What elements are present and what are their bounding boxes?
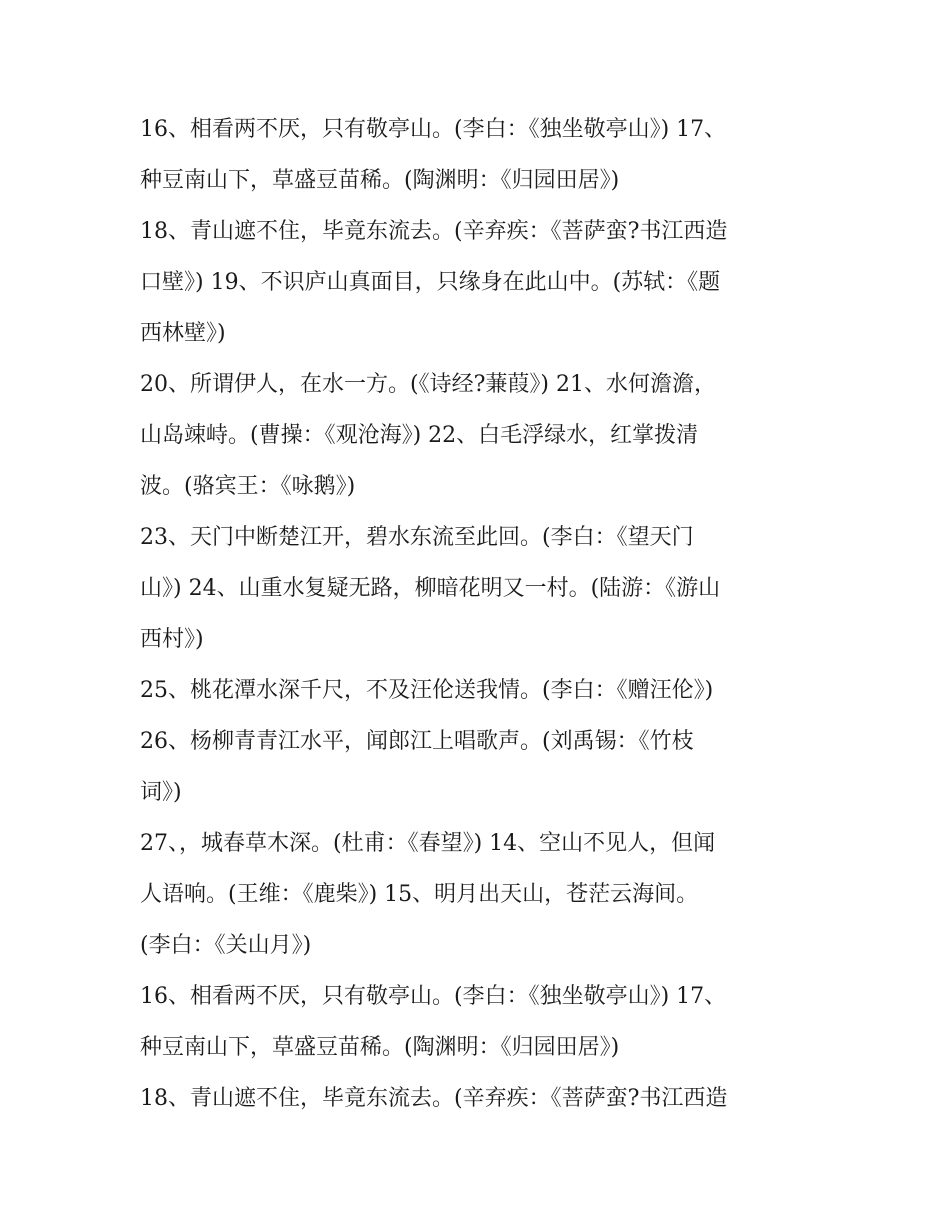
text-line: 口壁》) 19、不识庐山真面目，只缘身在此山中。(苏轼：《题	[140, 270, 721, 295]
text-line: (李白：《关山月》)	[140, 933, 312, 958]
text-line: 16、相看两不厌，只有敬亭山。(李白：《独坐敬亭山》) 17、	[140, 117, 727, 142]
text-line: 23、天门中断楚江开，碧水东流至此回。(李白：《望天门	[140, 525, 694, 550]
text-line: 16、相看两不厌，只有敬亭山。(李白：《独坐敬亭山》) 17、	[140, 984, 727, 1009]
text-line: 种豆南山下，草盛豆苗稀。(陶渊明：《归园田居》)	[140, 1035, 620, 1060]
poem-text-block	[140, 104, 820, 1124]
text-line: 27、，城春草木深。(杜甫：《春望》) 14、空山不见人，但闻	[140, 831, 716, 856]
text-line: 18、青山遮不住，毕竟东流去。(辛弃疾：《菩萨蛮?书江西造	[140, 1086, 728, 1111]
text-line: 种豆南山下，草盛豆苗稀。(陶渊明：《归园田居》)	[140, 168, 620, 193]
text-line: 26、杨柳青青江水平，闻郎江上唱歌声。(刘禹锡：《竹枝	[140, 729, 694, 754]
text-line: 人语响。(王维：《鹿柴》) 15、明月出天山，苍茫云海间。	[140, 882, 699, 907]
text-line: 词》)	[140, 780, 182, 805]
text-line: 25、桃花潭水深千尺，不及汪伦送我情。(李白：《赠汪伦》)	[140, 678, 714, 703]
text-line: 18、青山遮不住，毕竟东流去。(辛弃疾：《菩萨蛮?书江西造	[140, 219, 728, 244]
text-line: 20、所谓伊人，在水一方。(《诗经?蒹葭》) 21、水何澹澹，	[140, 372, 716, 397]
text-line: 西村》)	[140, 627, 204, 652]
text-line: 山岛竦峙。(曹操：《观沧海》) 22、白毛浮绿水，红掌拨清	[140, 423, 699, 448]
text-line: 西林壁》)	[140, 321, 226, 346]
text-line: 波。(骆宾王：《咏鹅》)	[140, 474, 356, 499]
text-line: 山》) 24、山重水复疑无路，柳暗花明又一村。(陆游：《游山	[140, 576, 721, 601]
